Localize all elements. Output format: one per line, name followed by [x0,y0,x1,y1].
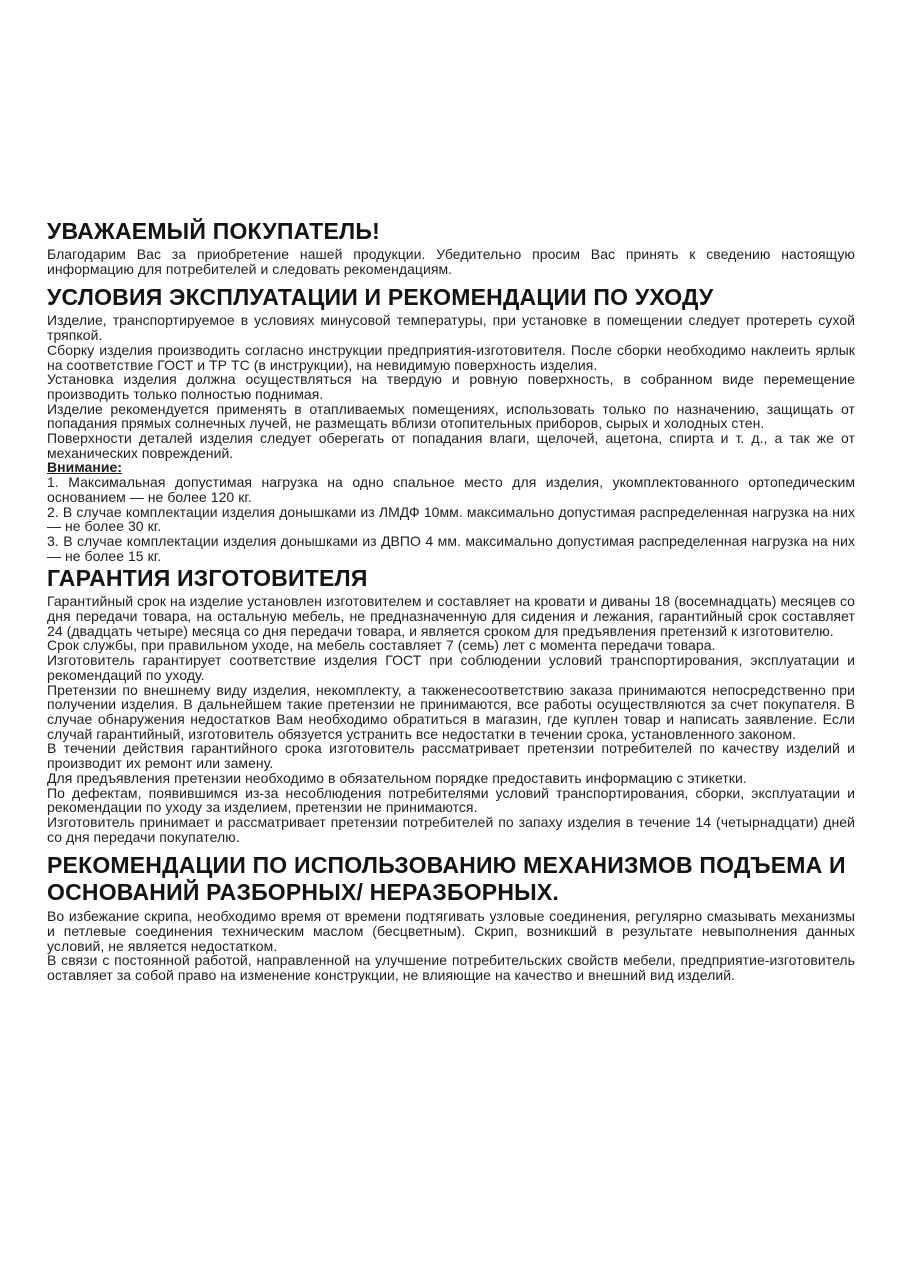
warranty-paragraph: Изготовитель принимает и рассматривает претензии потребителей по запаху изделия в течение 14 (четырнадцати) дней со дня передачи покупателю. [47,813,855,845]
welcome-heading: УВАЖАЕМЫЙ ПОКУПАТЕЛЬ! [47,218,380,244]
care-paragraph: Сборку изделия производить согласно инструкции предприятия-изготовителя. После сборки необходимо наклеить ярлык на соответствие ГОСТ и ТР ТС (в инструкции), на невидимую поверхность изделия. [47,341,855,373]
care-paragraph: Установка изделия должна осуществляться на твердую и ровную поверхность, в собранном виде перемещение производить только полностью поднимая. [47,371,855,402]
welcome-paragraph: Благодарим Вас за приобретение нашей продукции. Убедительно просим Вас принять к сведению настоящую информацию для потребителей и следовать рекомендациям. [47,246,855,277]
warranty-paragraph: Гарантийный срок на изделие установлен изготовителем и составляет на кровати и диваны 18 (восемнадцать) месяцев со дня передачи товара, на остальную мебель, не предназначенную для сидения и лежания, гарантийный срок составляет 24 (двадцать четыре) месяца со дня передачи товара, и является сроком для предъявления претензий к изготовителю. [47,593,855,639]
attention-line [47,460,855,475]
section-care [47,285,855,563]
warranty-heading: ГАРАНТИЯ ИЗГОТОВИТЕЛЯ [47,565,368,592]
section-warranty [47,566,855,844]
section-mechanisms [47,852,855,983]
care-paragraph: Поверхности деталей изделия следует оберегать от попадания влаги, щелочей, ацетона, спирта и т. д., а так же от механических повреждений. [47,430,855,461]
attention-item: 3. В случае комплектации изделия донышками из ДВПО 4 мм. максимально допустимая распределенная нагрузка на них — не более 15 кг. [47,532,855,564]
attention-label: Внимание: [47,459,123,476]
mechanisms-heading: РЕКОМЕНДАЦИИ ПО ИСПОЛЬЗОВАНИЮ МЕХАНИЗМОВ ПОДЪЕМА И ОСНОВАНИЙ РАЗБОРНЫХ/ НЕРАЗБОРНЫХ. [47,852,846,906]
attention-item: 2. В случае комплектации изделия донышками из ЛМДФ 10мм. максимально допустимая распределенная нагрузка на них — не более 30 кг. [47,503,855,535]
warranty-paragraph: Срок службы, при правильном уходе, на мебель составляет 7 (семь) лет с момента передачи товара. [47,637,716,654]
warranty-paragraph: По дефектам, появившимся из-за несоблюдения потребителями условий транспортирования, сборки, эксплуатации и рекомендации по уходу за изделием, претензии не принимаются. [47,784,855,816]
warranty-paragraph: Изготовитель гарантирует соответствие изделия ГОСТ при соблюдении условий транспортирования, эксплуатации и рекомендаций по уходу. [47,652,855,683]
warranty-paragraph: Претензии по внешнему виду изделия, некомплекту, а такженесоответствию заказа принимаются непосредственно при получении изделия. В дальнейшем такие претензии не принимаются, все работы осуществляются за счет покупателя. В случае обнаружения недостатков Вам необходимо обратиться в магазин, где куплен товар и написать заявление. Если случай гарантийный, изготовитель обязуется устранить все недостатки в течении срока, установленного законом. [47,681,855,742]
mechanisms-paragraph: В связи с постоянной работой, направленной на улучшение потребительских свойств мебели, предприятие-изготовитель оставляет за собой право на изменение конструкции, не влияющие на качество и внешний вид изделий. [47,952,855,984]
care-paragraph: Изделие рекомендуется применять в отапливаемых помещениях, использовать только по назначению, защищать от попадания прямых солнечных лучей, не размещать вблизи отопительных приборов, сырых и холодных стен. [47,400,855,432]
mechanisms-paragraph: Во избежание скрипа, необходимо время от времени подтягивать узловые соединения, регулярно смазывать механизмы и петлевые соединения техническим маслом (бесцветным). Скрип, возникший в результате невыполнения данных условий, не является недостатком. [47,908,855,954]
section-welcome [47,219,855,276]
care-paragraph: Изделие, транспортируемое в условиях минусовой температуры, при установке в помещении следует протереть сухой тряпкой. [47,312,855,344]
attention-item: 1. Максимальная допустимая нагрузка на одно спальное место для изделия, укомплектованного ортопедическим основанием — не более 120 кг. [47,474,855,505]
care-heading: УСЛОВИЯ ЭКСПЛУАТАЦИИ И РЕКОМЕНДАЦИИ ПО УХОДУ [47,284,714,311]
warranty-paragraph: В течении действия гарантийного срока изготовитель рассматривает претензии потребителей по качеству изделий и производит их ремонт или замену. [47,740,855,772]
warranty-paragraph: Для предъявления претензии необходимо в обязательном порядке предоставить информацию с этикетки. [47,769,747,786]
